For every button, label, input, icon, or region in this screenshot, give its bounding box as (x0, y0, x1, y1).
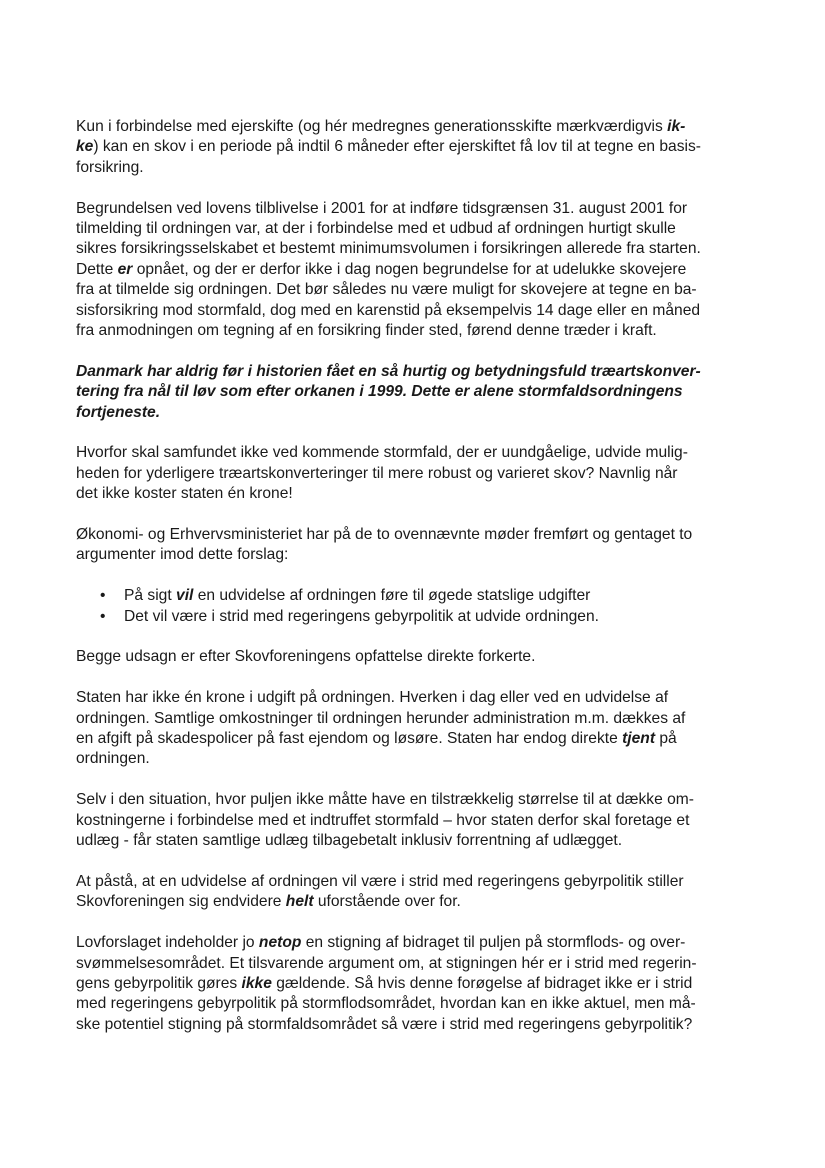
text-span: gens gebyrpolitik gøres (76, 974, 242, 992)
text-line: tering fra nål til løv som efter orkanen i 1999. Dette er alene stormfaldsordningens (76, 383, 683, 401)
paragraph-begge-udsagn (76, 647, 748, 667)
emphasis-text: er (117, 260, 133, 278)
emphasis-text: netop (258, 934, 302, 952)
text-line: med regeringens gebyrpolitik på stormflodsområdet, hvordan kan en ikke aktuel, men må- (76, 995, 696, 1013)
text-line: ordningen. (76, 750, 150, 768)
text-span: uforstående over for. (313, 893, 461, 911)
paragraph-oekonomi (76, 525, 748, 566)
text-line: udlæg - får staten samtlige udlæg tilbagebetalt inklusiv forrentning af udlægget. (76, 832, 623, 850)
emphasis-text: helt (285, 893, 314, 911)
text-line: det ikke koster staten én krone! (76, 485, 293, 503)
text-line: kostningerne i forbindelse med et indtruffet stormfald – hvor staten derfor skal foretage et (76, 811, 690, 829)
paragraph-ejerskifte (76, 117, 748, 178)
text-line (76, 260, 748, 280)
text-line: tilmelding til ordningen var, at der i forbindelse med et udbud af ordningen hurtigt skulle (76, 220, 676, 238)
paragraph-lovforslaget (76, 933, 748, 1035)
bullet-icon: • (100, 607, 106, 625)
text-line (76, 117, 748, 137)
text-span: ) kan en skov i en periode på indtil 6 måneder efter ejerskiftet få lov til at tegne en basis- (93, 138, 701, 156)
text-line: Begge udsagn er efter Skovforeningens opfattelse direkte forkerte. (76, 648, 536, 666)
paragraph-hvorfor (76, 443, 748, 504)
text-line: Staten har ikke én krone i udgift på ordningen. Hverken i dag eller ved en udvidelse af (76, 689, 669, 707)
text-span: På sigt (124, 587, 177, 605)
paragraph-begrundelsen (76, 199, 748, 342)
paragraph-danmark-highlight (76, 362, 748, 423)
text-line: At påstå, at en udvidelse af ordningen vil være i strid med regeringens gebyrpolitik stiller (76, 872, 684, 890)
text-span: en afgift på skadespolicer på fast ejendom og løsøre. Staten har endog direkte (76, 730, 623, 748)
text-line (76, 892, 748, 912)
text-span: Skovforeningen sig endvidere (76, 893, 286, 911)
text-line (124, 586, 748, 606)
emphasis-text: ik- (667, 118, 686, 135)
text-line: Det vil være i strid med regeringens gebyrpolitik at udvide ordningen. (124, 607, 599, 625)
text-span: en stigning af bidraget til puljen på stormflods- og over- (301, 934, 686, 952)
text-line: heden for yderligere træartskonverteringer til mere robust og varieret skov? Navnlig når (76, 464, 678, 482)
text-line: argumenter imod dette forslag: (76, 546, 289, 564)
text-line: ordningen. Samtlige omkostninger til ordningen herunder administration m.m. dækkes af (76, 709, 686, 727)
emphasis-text: ikke (241, 974, 272, 992)
text-span: Kun i forbindelse med ejerskifte (og hér medregnes generationsskifte mærkværdigvis (76, 118, 668, 135)
text-line: Danmark har aldrig før i historien fået en så hurtig og betydningsfuld træartskonver- (76, 362, 701, 380)
list-item (100, 586, 748, 606)
text-line (76, 137, 748, 157)
document-body (76, 117, 748, 1056)
text-line (76, 933, 748, 953)
list-item (100, 607, 748, 627)
text-line: Selv i den situation, hvor puljen ikke måtte have en tilstrækkelig størrelse til at dække om- (76, 791, 694, 809)
bullet-icon: • (100, 587, 106, 605)
emphasis-text: tjent (622, 730, 656, 748)
text-line: Hvorfor skal samfundet ikke ved kommende stormfald, der er uundgåelige, udvide mulig- (76, 444, 688, 462)
text-span: gældende. Så hvis denne forøgelse af bidraget ikke er i strid (271, 974, 693, 992)
text-line: fortjeneste. (76, 403, 161, 421)
text-span: Dette (76, 260, 118, 278)
paragraph-at-paastaa (76, 872, 748, 913)
emphasis-text: ke (76, 138, 94, 156)
text-span: en udvidelse af ordningen føre til øgede statslige udgifter (193, 587, 591, 605)
emphasis-text: vil (176, 587, 194, 605)
text-line (76, 974, 748, 994)
text-line: sisforsikring mod stormfald, dog med en karenstid på eksempelvis 14 dage eller en måned (76, 301, 701, 319)
text-span: opnået, og der er derfor ikke i dag nogen begrundelse for at udelukke skovejere (132, 260, 687, 278)
text-line: sikres forsikringsselskabet et bestemt minimumsvolumen i forsikringen allerede fra starten. (76, 240, 701, 258)
text-line: Begrundelsen ved lovens tilblivelse i 2001 for at indføre tidsgrænsen 31. august 2001 for (76, 199, 688, 217)
text-line: svømmelsesområdet. Et tilsvarende argument om, at stigningen hér er i strid med regerin- (76, 954, 697, 972)
text-span: på (655, 730, 677, 748)
text-line: fra at tilmelde sig ordningen. Det bør således nu være muligt for skovejere at tegne en ba- (76, 281, 697, 299)
paragraph-selv-i-den-situation (76, 790, 748, 851)
text-line: ske potentiel stigning på stormfaldsområdet så være i strid med regeringens gebyrpolitik? (76, 1015, 693, 1033)
text-line: fra anmodningen om tegning af en forsikring finder sted, førend denne træder i kraft. (76, 322, 657, 340)
paragraph-staten (76, 688, 748, 770)
text-line: Økonomi- og Erhvervsministeriet har på de to ovennævnte møder fremført og gentaget to (76, 526, 693, 544)
text-line (76, 729, 748, 749)
argument-list (76, 586, 748, 627)
text-line: forsikring. (76, 158, 144, 176)
text-span: Lovforslaget indeholder jo (76, 934, 259, 952)
